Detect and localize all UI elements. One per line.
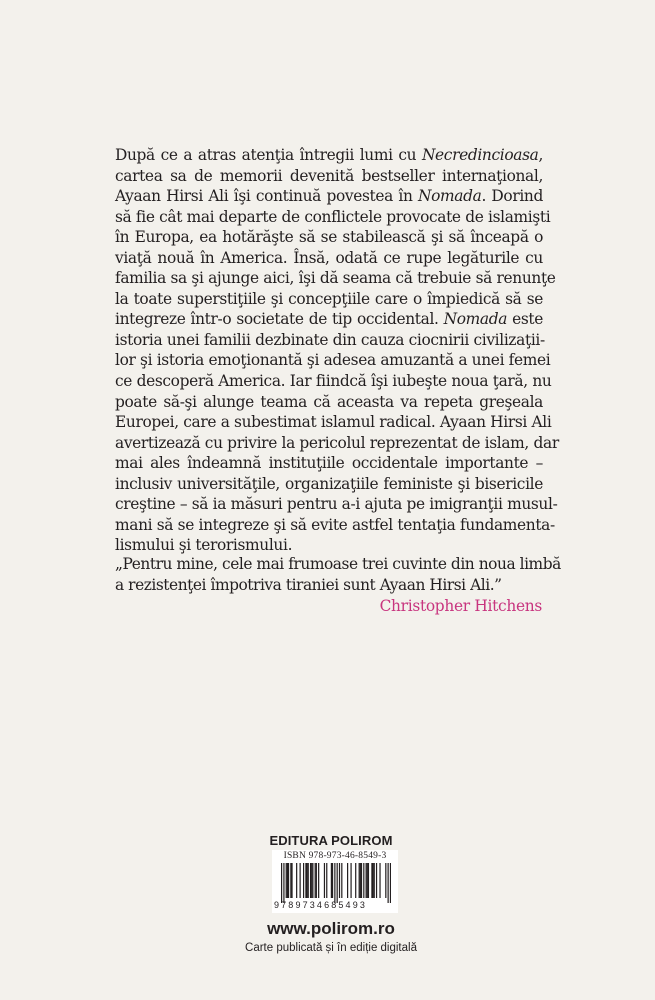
barcode-bar: [390, 863, 391, 903]
barcode-bar: [306, 863, 307, 898]
blurb-line: [115, 535, 543, 556]
barcode-bar: [368, 863, 369, 898]
barcode-bar: [300, 863, 301, 898]
barcode-bar: [315, 863, 316, 898]
blurb-line: [115, 392, 543, 413]
barcode-bar: [310, 863, 311, 898]
barcode-bar: [376, 863, 377, 898]
blurb-text: poate să-şi alunge teama că aceasta va repeta greşeala: [115, 392, 543, 411]
barcode-bar: [371, 863, 372, 898]
barcode-bar: [308, 863, 309, 898]
barcode-bar: [290, 863, 291, 898]
barcode-bar: [334, 863, 335, 903]
blurb-text: . Dorind: [481, 187, 543, 206]
blurb-line: [115, 166, 543, 187]
digital-edition-note: Carte publicată și în ediție digitală: [245, 942, 417, 954]
blurb-text: avertizează cu privire la pericolul reprezentat de islam, dar: [115, 433, 559, 452]
quote-author: Christopher Hitchens: [379, 597, 542, 615]
barcode-bar: [359, 863, 360, 898]
blurb-line: [115, 248, 543, 269]
barcode-bar: [303, 863, 304, 898]
blurb-line: [115, 350, 551, 371]
blurb-line: [115, 494, 558, 515]
review-quote: [115, 554, 561, 595]
barcode-digits: 9789734685493: [274, 900, 368, 910]
blurb-line: [115, 207, 551, 228]
barcode-bar: [286, 863, 287, 898]
barcode-bar: [316, 863, 317, 898]
blurb-text: viaţă nouă în America. Însă, odată ce rupe legăturile cu: [115, 248, 543, 267]
blurb-text: După ce a atras atenţia întregii lumi cu: [115, 146, 422, 164]
barcode-bar: [288, 863, 289, 898]
blurb-text: lor şi istoria emoţionantă şi adesea amuzantă a unei femei: [115, 351, 551, 370]
barcode-bar: [355, 863, 356, 898]
blurb-line: [115, 412, 552, 433]
blurb-text: Ayaan Hirsi Ali îşi continuă povestea în: [115, 187, 418, 206]
barcode-bar: [385, 863, 386, 898]
blurb-text: este: [507, 310, 543, 329]
blurb-text: mai ales îndeamnă instituţiile occidentale importante –: [115, 454, 543, 473]
blurb-text: mani să se integreze şi să evite astfel tentaţia fundamenta-: [115, 515, 555, 534]
isbn-barcode: [272, 850, 398, 913]
blurb-line: [115, 186, 543, 207]
barcode-bar: [326, 863, 327, 898]
barcode-bar: [367, 863, 368, 898]
barcode-bar: [341, 863, 342, 898]
barcode-bar: [311, 863, 312, 898]
barcode-bar: [366, 863, 367, 898]
blurb-text: inclusiv universităţile, organizaţiile feministe şi bisericile: [115, 474, 543, 493]
blurb-line: [115, 515, 555, 536]
book-title: Nomada: [443, 310, 508, 329]
barcode-bar: [318, 863, 319, 898]
blurb-line: [115, 145, 543, 166]
barcode-bar: [281, 863, 282, 903]
blurb-line: [115, 433, 559, 454]
barcode-bar: [347, 863, 348, 898]
barcode-bar: [332, 863, 333, 898]
publisher-website: www.polirom.ro: [267, 919, 395, 938]
book-title: Necredincioasa: [421, 146, 539, 164]
blurb-text: lismului şi terorismului.: [115, 536, 293, 555]
barcode-bars: [281, 863, 391, 903]
barcode-bar: [324, 863, 325, 898]
blurb-text: cartea sa de memorii devenită bestseller internaţional,: [115, 166, 543, 185]
barcode-bar: [283, 863, 284, 903]
barcode-bar: [361, 863, 362, 898]
barcode-bar: [337, 863, 338, 903]
blurb-line: [115, 474, 543, 495]
publisher-name: EDITURA POLIROM: [269, 833, 393, 848]
barcode-bar: [305, 863, 306, 898]
blurb-line: [115, 453, 543, 474]
blurb-text: istoria unei familii dezbinate din cauza ciocnirii civilizaţii-: [115, 330, 545, 349]
blurb-text: la toate superstiţiile şi concepţiile care o împiedică să se: [115, 289, 543, 308]
blurb-line: [115, 309, 543, 330]
blurb-text: ,: [538, 146, 543, 164]
quote-line: a rezistenţei împotriva tiraniei sunt Ayaan Hirsi Ali.”: [115, 575, 502, 594]
blurb-line: [115, 330, 543, 351]
blurb-text: familia sa şi ajunge aici, îşi dă seama că trebuie să renunţe: [115, 269, 556, 288]
barcode-bar: [291, 863, 292, 898]
quote-line: „Pentru mine, cele mai frumoase trei cuvinte din noua limbă: [115, 555, 561, 573]
barcode-bar: [287, 863, 288, 898]
isbn-label: ISBN 978-973-46-8549-3: [283, 851, 387, 861]
barcode-bar: [350, 863, 351, 898]
blurb-line: [115, 268, 556, 289]
barcode-bar: [374, 863, 375, 898]
barcode-bar: [372, 863, 373, 898]
blurb-text: să fie cât mai departe de conflictele provocate de islamişti: [115, 207, 551, 226]
blurb-line: [115, 289, 543, 310]
barcode-bar: [360, 863, 361, 898]
blurb-text: ce descoperă America. Iar fiindcă îşi iubeşte noua ţară, nu: [115, 372, 552, 391]
barcode-bar: [296, 863, 297, 898]
barcode-bar: [388, 863, 389, 903]
barcode-bar: [379, 863, 380, 898]
blurb-text: creştine – să ia măsuri pentru a-i ajuta pe imigranţii musul-: [115, 495, 558, 514]
blurb-line: [115, 227, 543, 248]
barcode-bar: [339, 863, 340, 898]
blurb-text: Europei, care a subestimat islamul radical. Ayaan Hirsi Ali: [115, 413, 552, 432]
barcode-bar: [331, 863, 332, 898]
book-title: Nomada: [418, 187, 482, 206]
barcode-bar: [363, 863, 364, 898]
blurb-line: [115, 371, 552, 392]
barcode-bar: [312, 863, 313, 898]
blurb-text: în Europa, ea hotărăşte să se stabilească şi să înceapă o: [115, 228, 543, 247]
blurb-text: integreze într-o societate de tip occidental.: [115, 310, 444, 329]
book-blurb: [115, 145, 559, 556]
